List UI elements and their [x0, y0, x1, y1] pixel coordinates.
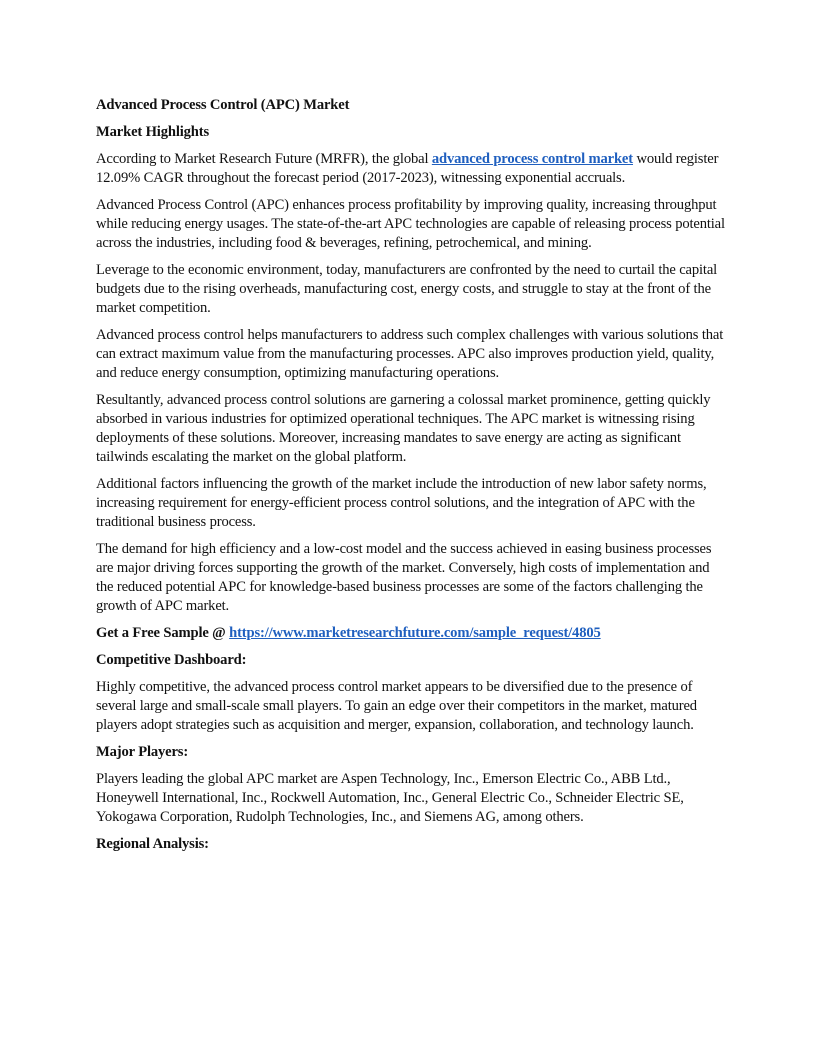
free-sample-line	[96, 624, 726, 643]
free-sample-link[interactable]: https://www.marketresearchfuture.com/sample_request/4805	[229, 625, 601, 641]
apc-market-link[interactable]: advanced process control market	[431, 151, 633, 167]
paragraph-apc-overview: Advanced Process Control (APC) enhances process profitability by improving quality, increasing throughput while reducing energy usages. The state-of-the-art APC technologies are capable of releasing process potential across the industries, including food & beverages, refining, petrochemical, and mining.	[96, 197, 725, 251]
paragraph-competitive-dashboard: Highly competitive, the advanced process control market appears to be diversified due to the presence of several large and small-scale small players. To gain an edge over their competitors in the market, matured players adopt strategies such as acquisition and merger, expansion, collaboration, and technology launch.	[96, 679, 697, 733]
document-title: Advanced Process Control (APC) Market	[96, 97, 350, 113]
paragraph-additional-factors: Additional factors influencing the growth of the market include the introduction of new labor safety norms, increasing requirement for energy-efficient process control solutions, and the integration of APC with the traditional business process.	[96, 476, 707, 530]
paragraph-apc-helps: Advanced process control helps manufacturers to address such complex challenges with various solutions that can extract maximum value from the manufacturing processes. APC also improves production yield, quality, and reduce energy consumption, optimizing manufacturing operations.	[96, 327, 724, 381]
free-sample-label: Get a Free Sample @	[96, 625, 230, 641]
paragraph-market-prominence: Resultantly, advanced process control solutions are garnering a colossal market prominence, getting quickly absorbed in various industries for optimized operational techniques. The APC market is witnessing rising deployments of these solutions. Moreover, increasing mandates to save energy are acting as significant tailwinds escalating the market on the global platform.	[96, 392, 711, 465]
paragraph-intro	[96, 150, 726, 188]
intro-text-after-link: would register 12.09% CAGR throughout the forecast period (2017-2023), witnessing exponential accruals.	[96, 151, 719, 186]
paragraph-major-players: Players leading the global APC market are Aspen Technology, Inc., Emerson Electric Co., ABB Ltd., Honeywell International, Inc., Rockwell Automation, Inc., General Electric Co., Schneider Electric SE, Yokogawa Corporation, Rudolph Technologies, Inc., and Siemens AG, among others.	[96, 771, 684, 825]
heading-competitive-dashboard: Competitive Dashboard:	[96, 652, 247, 668]
document-page	[96, 96, 726, 862]
paragraph-drivers-challenges: The demand for high efficiency and a low-cost model and the success achieved in easing business processes are major driving forces supporting the growth of the market. Conversely, high costs of implementation and the reduced potential APC for knowledge-based business processes are some of the factors challenging the growth of APC market.	[96, 541, 712, 614]
heading-market-highlights: Market Highlights	[96, 124, 209, 140]
intro-text-before-link: According to Market Research Future (MRFR), the global	[96, 151, 432, 167]
paragraph-economic-environment: Leverage to the economic environment, today, manufacturers are confronted by the need to curtail the capital budgets due to the rising overheads, manufacturing cost, energy costs, and struggle to stay at the front of the market competition.	[96, 262, 718, 316]
heading-regional-analysis: Regional Analysis:	[96, 836, 209, 852]
heading-major-players: Major Players:	[96, 744, 189, 760]
